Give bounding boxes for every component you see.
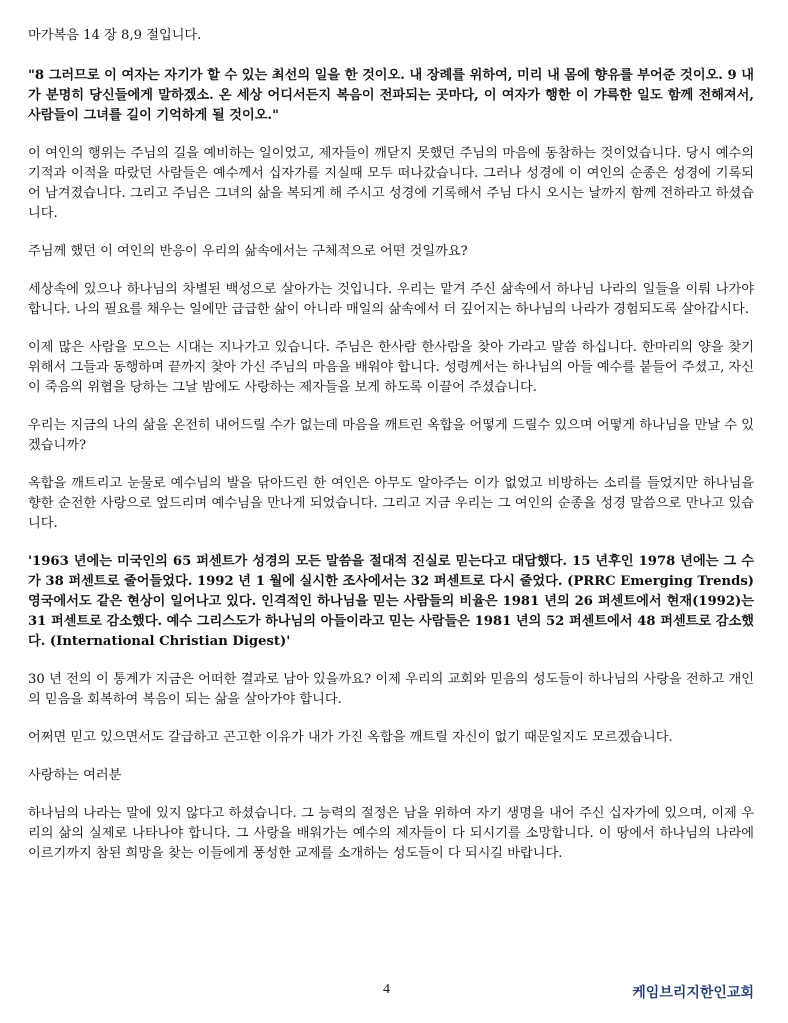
body-paragraph: 주님께 했던 이 여인의 반응이 우리의 삶속에서는 구체적으로 어떤 것일까요? [28, 244, 468, 259]
greeting-line: 사랑하는 여러분 [28, 768, 122, 783]
body-paragraph: 우리는 지금의 나의 삶을 온전히 내어드릴 수가 없는데 마음을 깨트린 옥합을 어떻게 드릴수 있으며 어떻게 하나님을 만날 수 있겠습니까? [28, 418, 754, 453]
body-paragraph: 30 년 전의 이 통계가 지금은 어떠한 결과로 남아 있을까요? 이제 우리의 교회와 믿음의 성도들이 하나님의 사랑을 전하고 개인의 믿음을 회복하여 복음이 되는 삶을 살아가야 합니다. [28, 672, 754, 707]
body-paragraph: 어쩌면 믿고 있으면서도 갈급하고 곤고한 이유가 내가 가진 옥합을 깨트릴 자신이 없기 때문일지도 모르겠습니다. [28, 730, 673, 745]
scripture-quote: "8 그러므로 이 여자는 자기가 할 수 있는 최선의 일을 한 것이오. 내 장례를 위하여, 미리 내 몸에 향유를 부어준 것이오. 9 내가 분명히 당신들에게 말하겠소. 온 세상 어디서든지 복음이 전파되는 곳마다, 이 여자가 행한 이 갸륵한 일도 함께 전해져서, 사람들이 그녀를 길이 기억하게 될 것이오." [28, 68, 754, 123]
body-paragraph: 이 여인의 행위는 주님의 길을 예비하는 일이었고, 제자들이 깨닫지 못했던 주님의 마음에 동참하는 것이었습니다. 당시 예수의 기적과 이적을 따랐던 사람들은 예수께서 십자가를 지실때 모두 떠나갔습니다. 그러나 성경에 이 여인의 순종은 성경에 기록되어 남겨졌습니다. 그리고 주님은 그녀의 삶을 복되게 해 주시고 성경에 기록해서 주님 다시 오시는 날까지 함께 전하라고 하셨습니다. [28, 146, 754, 221]
body-paragraph: 하나님의 나라는 말에 있지 않다고 하셨습니다. 그 능력의 절정은 남을 위하여 자기 생명을 내어 주신 십자가에 있으며, 이제 우리의 삶의 실제로 나타나야 합니다. 그 사랑을 배워가는 예수의 제자들이 다 되시기를 소망합니다. 이 땅에서 하나님의 나라에 이르기까지 참된 희망을 찾는 이들에게 풍성한 교제를 소개하는 성도들이 다 되시길 바랍니다. [28, 806, 754, 861]
page-number: 4 [383, 982, 390, 997]
body-paragraph: 세상속에 있으나 하나님의 차별된 백성으로 살아가는 것입니다. 우리는 맡겨 주신 삶속에서 하나님 나라의 일들을 이뤄 나가야 합니다. 나의 필요를 채우는 일에만 급급한 삶이 아니라 매일의 삶속에서 더 깊어지는 하나님의 나라가 경험되도록 살아갑시다. [28, 282, 754, 317]
statistics-quote: '1963 년에는 미국인의 65 퍼센트가 성경의 모든 말씀을 절대적 진실로 믿는다고 대답했다. 15 년후인 1978 년에는 그 수가 38 퍼센트로 줄어들었다. 1992 년 1 월에 실시한 조사에서는 32 퍼센트로 다시 줄었다. (PRRC Emerging Trends) 영국에서도 같은 현상이 일어나고 있다. 인격적인 하나님을 믿는 사람들의 비율은 1981 년의 26 퍼센트에서 현재(1992)는 31 퍼센트로 감소했다. 예수 그리스도가 하나님의 아들이라고 믿는 사람들은 1981 년의 52 퍼센트에서 48 퍼센트로 감소했다. (International Christian Digest)' [28, 554, 754, 649]
body-paragraph: 이제 많은 사람을 모으는 시대는 지나가고 있습니다. 주님은 한사람 한사람을 찾아 가라고 말씀 하십니다. 한마리의 양을 찾기 위해서 그들과 동행하며 끝까지 찾아 가신 주님의 마음을 배워야 합니다. 성령께서는 하나님의 아들 예수를 붙들어 주셨고, 자신이 죽음의 위협을 당하는 그날 밤에도 사랑하는 제자들을 보게 하도록 이끌어 주셨습니다. [28, 340, 754, 395]
church-name: 케임브리지한인교회 [632, 985, 754, 1001]
scripture-reference: 마가복음 14 장 8,9 절입니다. [28, 28, 202, 43]
body-paragraph: 옥합을 깨트리고 눈물로 예수님의 발을 닦아드린 한 여인은 아무도 알아주는 이가 없었고 비방하는 소리를 들었지만 하나님을 향한 순전한 사랑으로 엎드리며 예수님을 만나게 되었습니다. 그리고 지금 우리는 그 여인의 순종을 성경 말씀으로 만나고 있습니다. [28, 476, 754, 531]
